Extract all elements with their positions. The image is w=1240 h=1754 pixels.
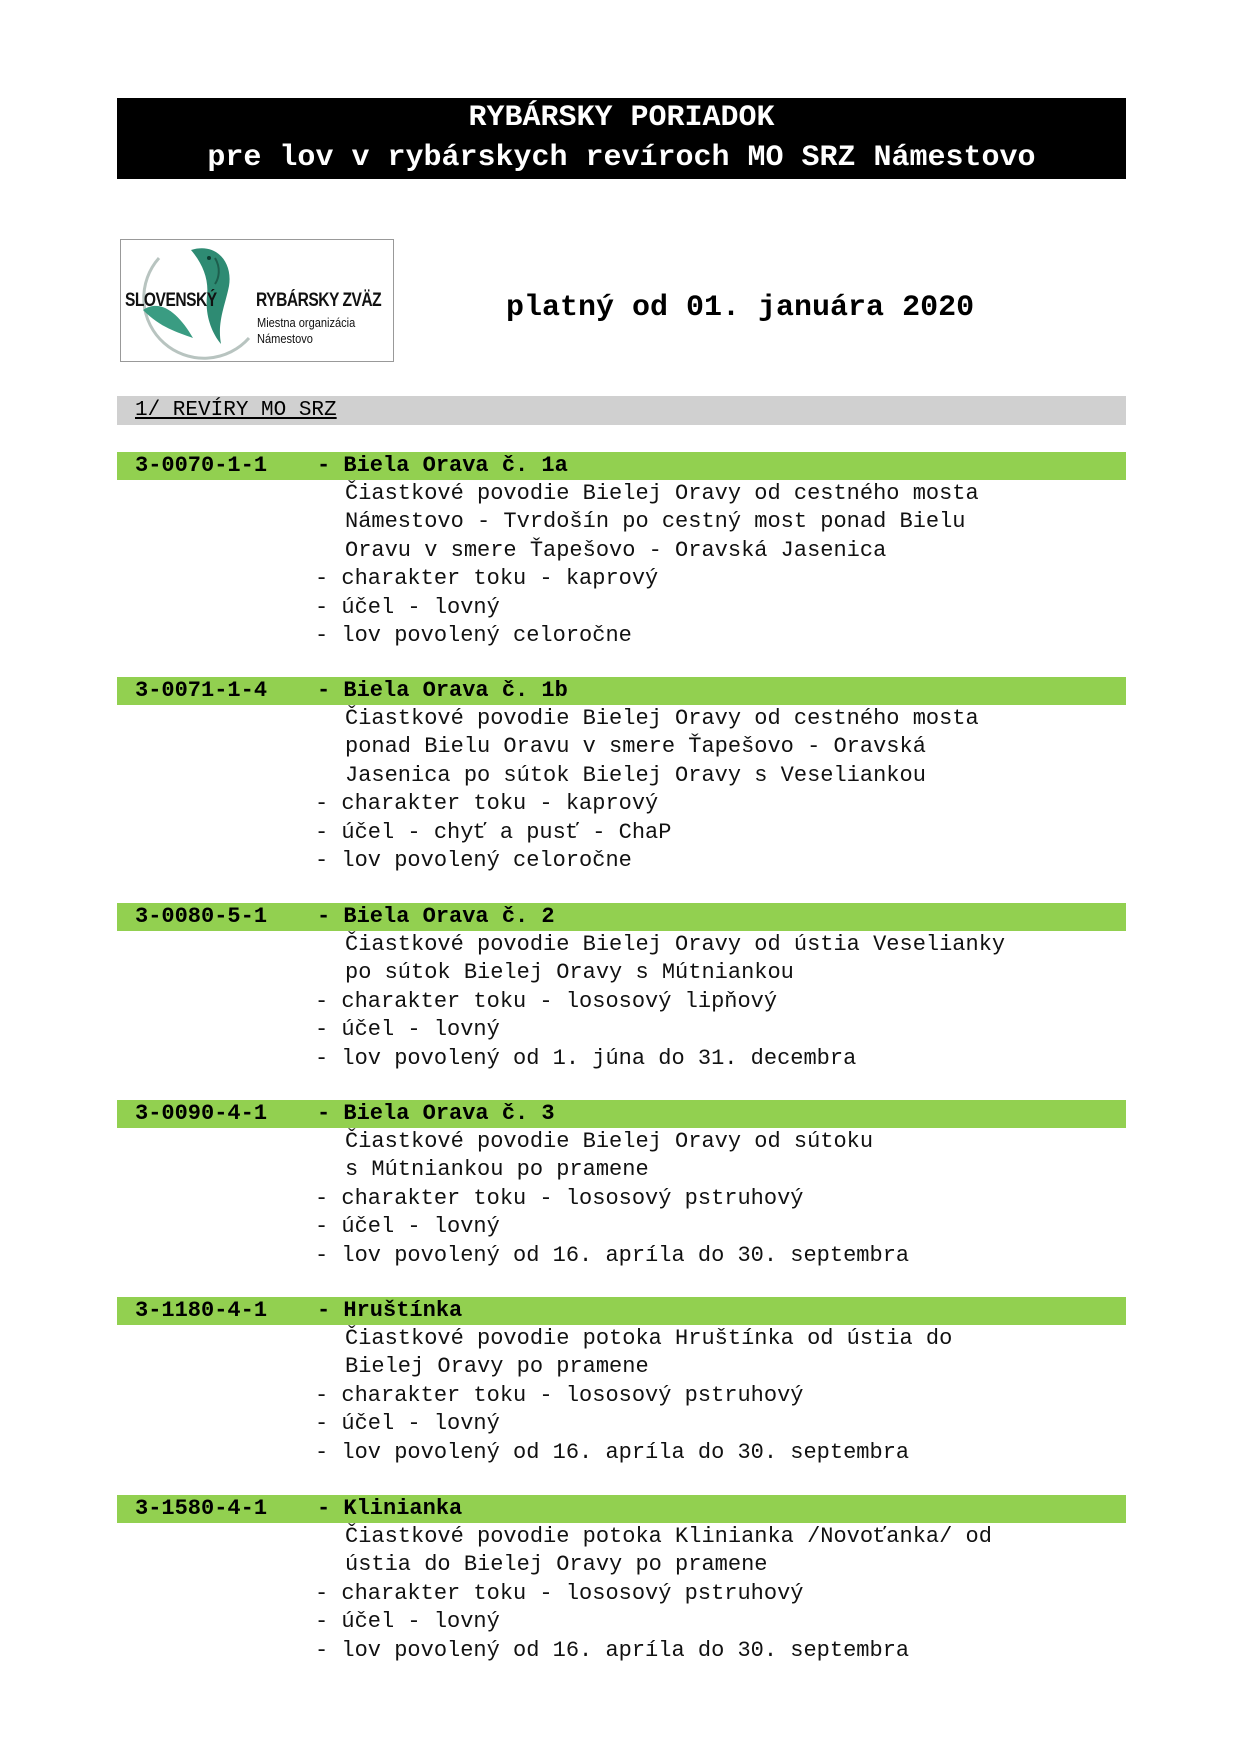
revir-name: - Biela Orava č. 1a (317, 453, 568, 478)
revir-description-line: Oravu v smere Ťapešovo - Oravská Jasenica (345, 537, 887, 563)
revir-property-line: - charakter toku - lososový pstruhový (315, 1185, 804, 1211)
document-title-bar (117, 98, 1126, 179)
revir-property-line: - lov povolený od 1. júna do 31. decembra (315, 1045, 857, 1071)
revir-description-line: Čiastkové povodie Bielej Oravy od sútoku (345, 1129, 874, 1154)
revir-details (117, 480, 1126, 650)
revir-description-line: Námestovo - Tvrdošín po cestný most ponad Bielu (345, 509, 966, 535)
revir-details (117, 1128, 1126, 1270)
revir-description-line: Čiastkové povodie potoka Hruštínka od ústia do (345, 1326, 953, 1351)
revir-header (117, 903, 1126, 931)
revir-description-line: po sútok Bielej Oravy s Mútniankou (345, 960, 794, 986)
revir-details (117, 1325, 1126, 1467)
revir-code: 3-0090-4-1 (135, 1101, 268, 1126)
revir-name: - Hruštínka (317, 1298, 463, 1323)
revir-property-line: - lov povolený celoročne (315, 848, 632, 874)
revir-property-line: - účel - lovný (315, 1214, 500, 1240)
revir-property-line: - charakter toku - lososový lipňový (315, 988, 778, 1014)
revir-description-line: ponad Bielu Oravu v smere Ťapešovo - Oravská (345, 734, 926, 760)
document-title: RYBÁRSKY PORIADOK (468, 101, 775, 135)
revir-code: 3-0080-5-1 (135, 904, 268, 929)
logo-subtitle-organization: Miestna organizácia (257, 315, 356, 330)
revir-header (117, 1297, 1126, 1325)
revir-name: - Biela Orava č. 3 (317, 1101, 555, 1126)
revir-property-line: - účel - lovný (315, 1017, 500, 1043)
revir-description-line: Čiastkové povodie Bielej Oravy od cestného mosta (345, 706, 979, 731)
revir-property-line: - lov povolený od 16. apríla do 30. septembra (315, 1242, 910, 1268)
revir-description-line: Jasenica po sútok Bielej Oravy s Veseliankou (345, 762, 926, 788)
revir-property-line: - charakter toku - kaprový (315, 566, 659, 592)
revir-property-line: - účel - lovný (315, 1411, 500, 1437)
revir-header (117, 1495, 1126, 1523)
revir-property-line: - charakter toku - lososový pstruhový (315, 1580, 804, 1606)
revir-name: - Biela Orava č. 2 (317, 904, 555, 929)
revir-block (117, 903, 1126, 1073)
revir-property-line: - charakter toku - lososový pstruhový (315, 1382, 804, 1408)
revir-details (117, 931, 1126, 1073)
revir-block (117, 1100, 1126, 1270)
revir-description-line: Čiastkové povodie Bielej Oravy od cestného mosta (345, 481, 979, 506)
revir-details (117, 705, 1126, 875)
srz-logo (120, 239, 394, 362)
revir-description-line: Čiastkové povodie Bielej Oravy od ústia Veselianky (345, 932, 1006, 957)
revir-property-line: - účel - lovný (315, 1609, 500, 1635)
revir-block (117, 1495, 1126, 1665)
revir-details (117, 1523, 1126, 1665)
revir-block (117, 452, 1126, 650)
revir-code: 3-1180-4-1 (135, 1298, 268, 1323)
document-subtitle: pre lov v rybárskych revíroch MO SRZ Námestovo (207, 141, 1036, 175)
revir-description-line: Čiastkové povodie potoka Klinianka /Novoťanka/ od (345, 1524, 992, 1549)
revir-header (117, 1100, 1126, 1128)
revir-property-line: - lov povolený od 16. apríla do 30. septembra (315, 1637, 910, 1663)
section-header (117, 396, 1126, 425)
revir-property-line: - účel - chyť a pusť - ChaP (315, 819, 672, 845)
revir-name: - Klinianka (317, 1496, 463, 1521)
revir-description-line: ústia do Bielej Oravy po pramene (345, 1552, 768, 1578)
revir-name: - Biela Orava č. 1b (317, 678, 568, 703)
revir-header (117, 452, 1126, 480)
revir-block (117, 1297, 1126, 1467)
valid-from-date: platný od 01. januára 2020 (506, 291, 975, 325)
logo-word-slovensky: SLOVENSKÝ (125, 290, 217, 311)
section-title: 1/ REVÍRY MO SRZ (135, 399, 337, 422)
logo-word-rybarsky-zvaz: RYBÁRSKY ZVÄZ (256, 290, 382, 311)
revir-description-line: Bielej Oravy po pramene (345, 1354, 649, 1380)
revir-code: 3-0070-1-1 (135, 453, 268, 478)
revir-property-line: - účel - lovný (315, 594, 500, 620)
revir-property-line: - charakter toku - kaprový (315, 791, 659, 817)
revir-property-line: - lov povolený celoročne (315, 623, 632, 649)
revir-property-line: - lov povolený od 16. apríla do 30. septembra (315, 1439, 910, 1465)
revir-description-line: s Mútniankou po pramene (345, 1157, 649, 1183)
revir-block (117, 677, 1126, 875)
revir-code: 3-1580-4-1 (135, 1496, 268, 1521)
revir-header (117, 677, 1126, 705)
logo-subtitle-town: Námestovo (257, 331, 313, 346)
revir-code: 3-0071-1-4 (135, 678, 268, 703)
